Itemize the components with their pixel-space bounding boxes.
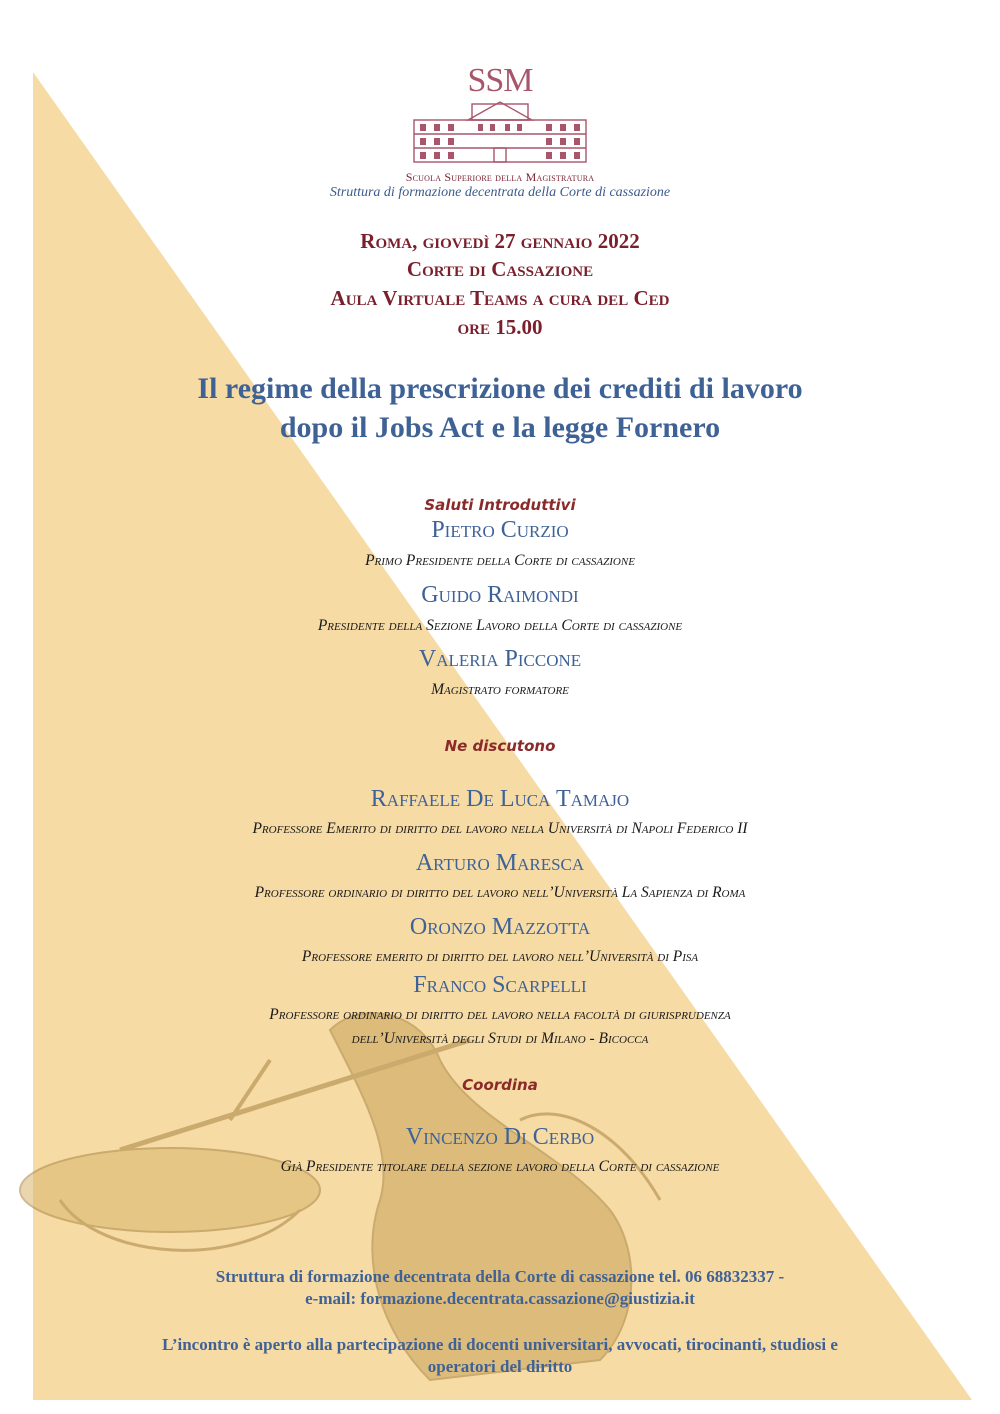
participation-note: L’incontro è aperto alla partecipazione di docenti universitari, avvocati, tirocinanti, studiosi e [162,1335,838,1354]
speaker-role-continued: dell’Università degli Studi di Milano - Bicocca [351,1030,649,1047]
event-room: Aula Virtuale Teams a cura del Ced [330,286,670,310]
page-title-line1: Il regime della prescrizione dei crediti di lavoro [197,372,803,405]
event-date: Roma, giovedì 27 gennaio 2022 [360,229,640,253]
speaker-role: Magistrato formatore [431,681,569,698]
speaker-name: Arturo Maresca [415,850,585,876]
speaker-name: Valeria Piccone [418,646,582,672]
speaker-role: Professore emerito di diritto del lavoro nell’Università di Pisa [301,948,699,965]
contact-email: e-mail: formazione.decentrata.cassazione@giustizia.it [305,1289,695,1308]
contact-line: Struttura di formazione decentrata della Corte di cassazione tel. 06 68832337 - [215,1267,785,1286]
speaker-role: Professore ordinario di diritto del lavoro nell’Università La Sapienza di Roma [254,884,746,901]
event-time: ore 15.00 [457,315,543,339]
speaker-role: Professore Emerito di diritto del lavoro nella Università di Napoli Federico II [252,820,748,837]
speaker-name: Guido Raimondi [421,582,579,608]
event-venue: Corte di Cassazione [406,257,594,281]
coordinator-role: Già Presidente titolare della sezione lavoro della Corte di cassazione [280,1158,720,1175]
page-title-line2: dopo il Jobs Act e la legge Fornero [279,411,721,444]
speaker-role: Primo Presidente della Corte di cassazione [365,552,635,569]
speaker-name: Pietro Curzio [431,517,569,543]
speaker-name: Oronzo Mazzotta [409,914,591,940]
logo-institution: Scuola Superiore della Magistratura [405,170,595,184]
participation-note-continued: operatori del diritto [427,1357,573,1376]
greetings-heading: Saluti Introduttivi [424,496,576,514]
logo-tagline: Struttura di formazione decentrata della Corte di cassazione [329,185,671,200]
coordinator-name: Vincenzo Di Cerbo [405,1124,595,1150]
discussants-heading: Ne discutono [444,737,556,755]
speaker-role: Presidente della Sezione Lavoro della Corte di cassazione [317,617,683,634]
palace-building-icon [412,100,588,166]
speaker-name: Raffaele De Luca Tamajo [370,786,630,812]
coordinator-heading: Coordina [462,1076,538,1094]
speaker-name: Franco Scarpelli [413,972,587,998]
logo-acronym: SSM [467,62,533,99]
speaker-role: Professore ordinario di diritto del lavoro nella facoltà di giurisprudenza [269,1006,731,1023]
